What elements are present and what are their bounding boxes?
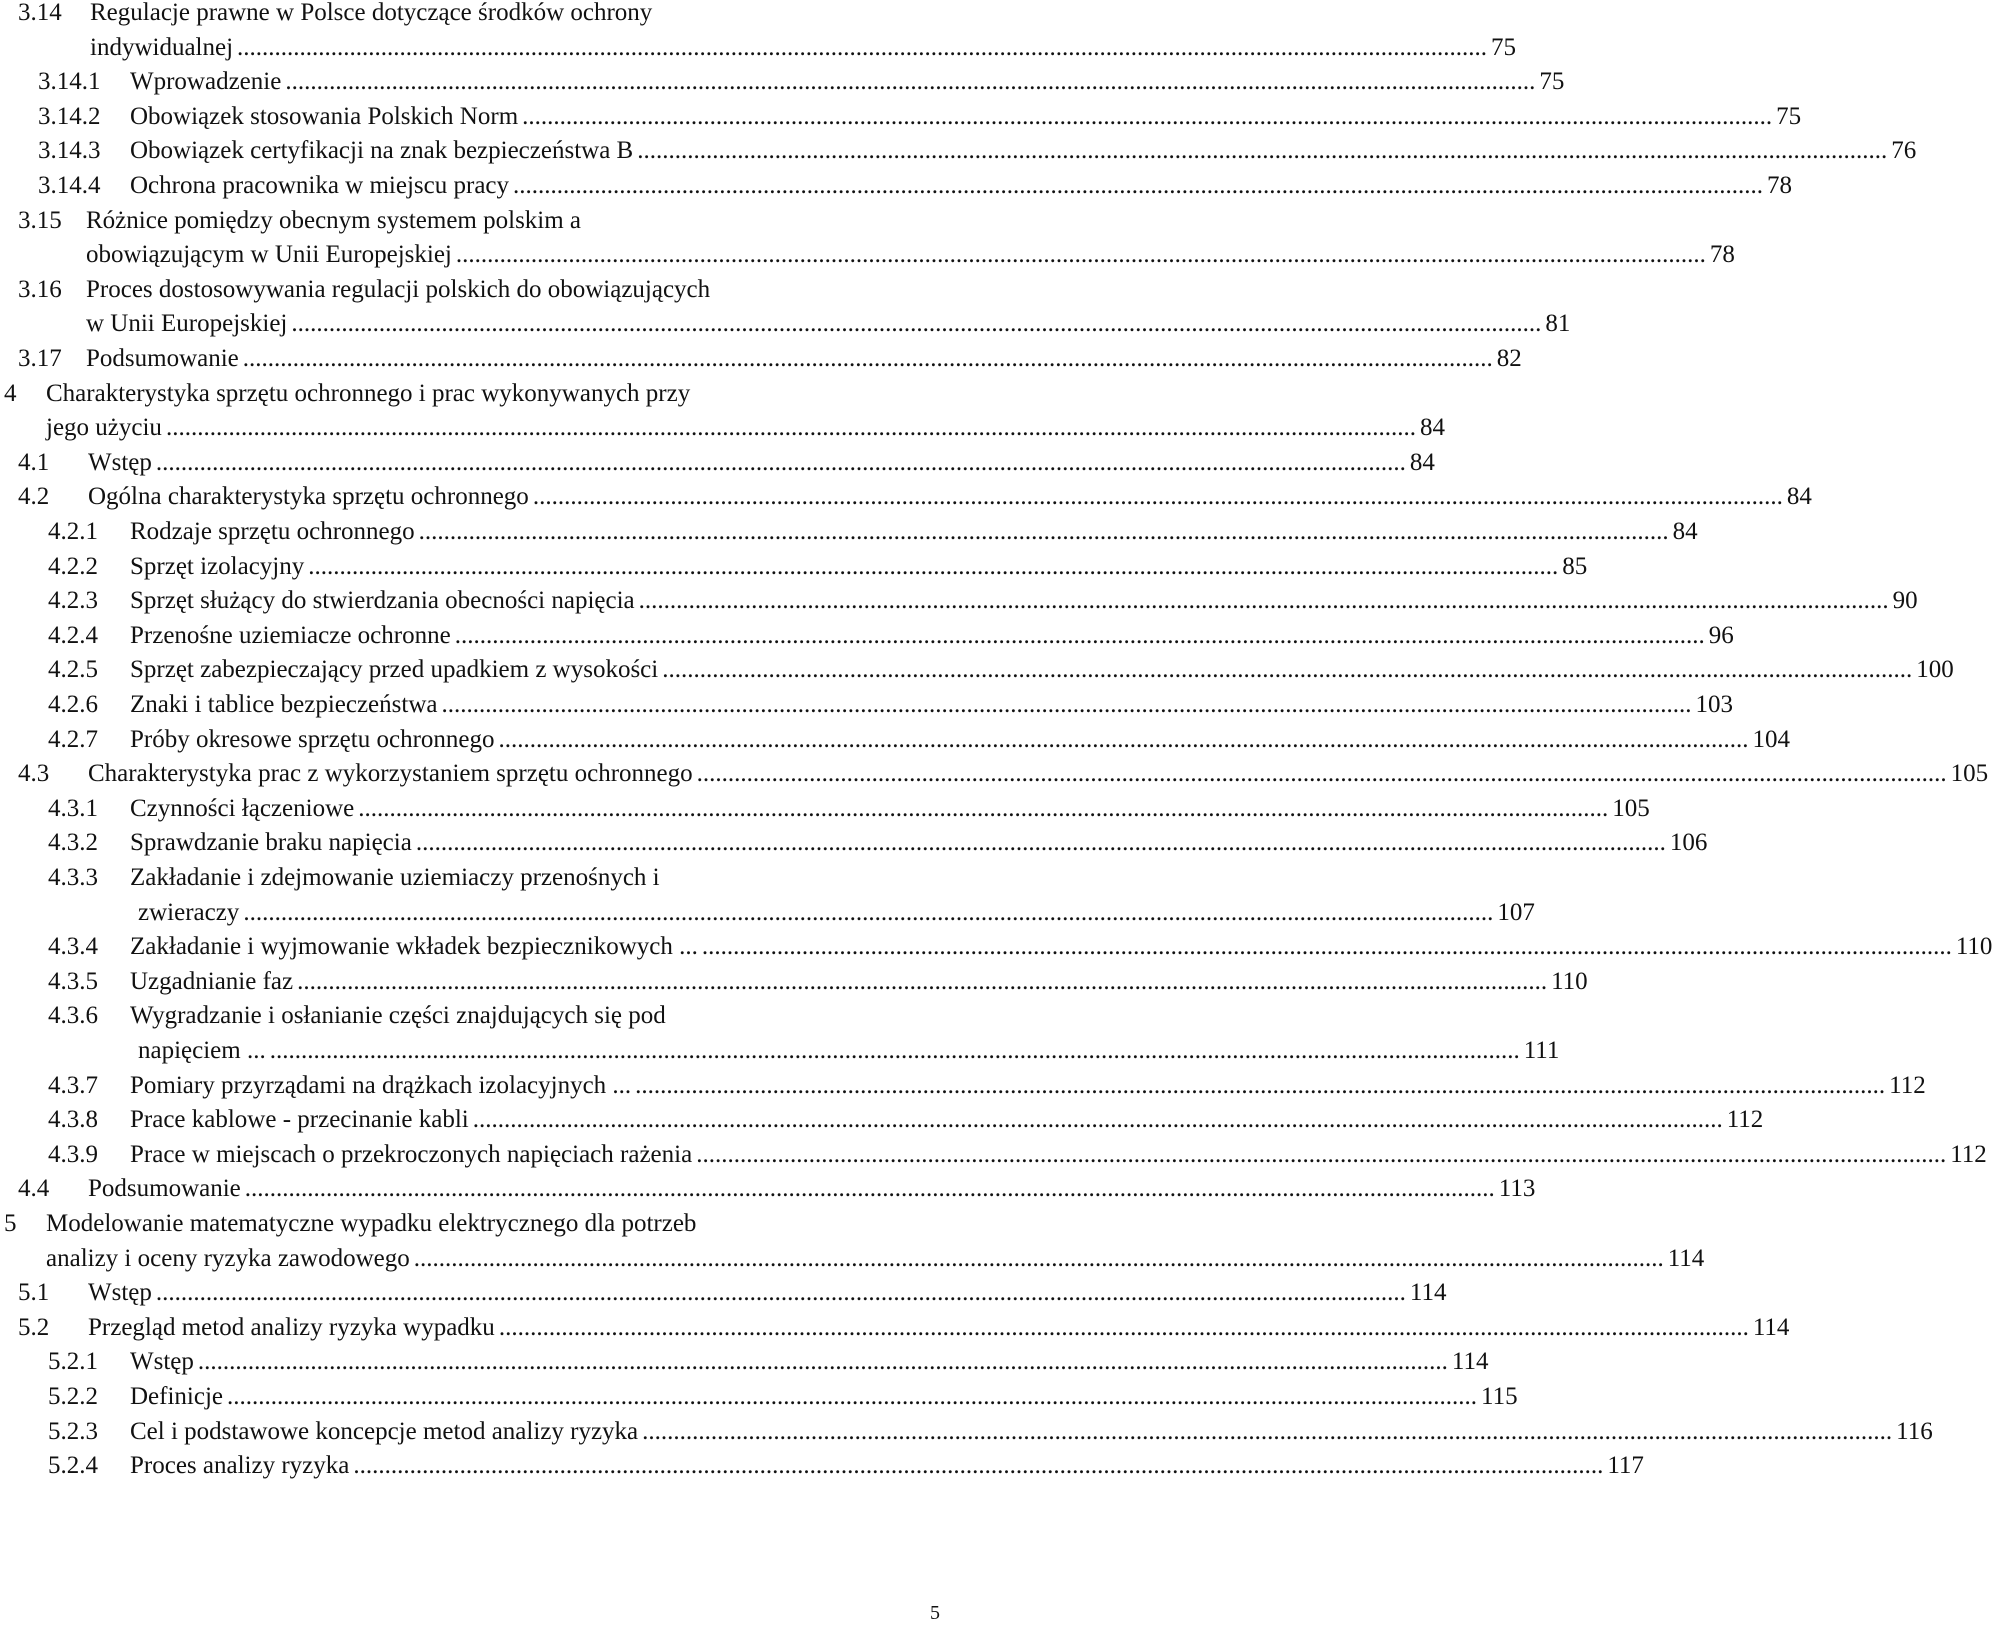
dot-leader: ........................................................................................................................................................................................................ <box>513 172 1764 199</box>
toc-entry-number: 4.3.9 <box>48 1140 98 1168</box>
toc-entry-number: 5.2.3 <box>48 1417 98 1445</box>
toc-entry-page: 78 <box>1767 172 1793 199</box>
toc-entry-number: 4.3.2 <box>48 829 98 857</box>
toc-entry-title: Różnice pomiędzy obecnym systemem polskim a <box>86 206 582 234</box>
dot-leader: ........................................................................................................................................................................................................ <box>413 1244 1664 1272</box>
toc-entry-number: 4.3.1 <box>48 794 98 822</box>
dot-leader: ........................................................................................................................................................................................................ <box>269 1037 1520 1064</box>
toc-entry-number: 4.2.7 <box>48 725 98 753</box>
toc-entry-page: 90 <box>1892 587 1918 615</box>
toc-entry-number: 4.4 <box>18 1175 50 1203</box>
toc-entry-number: 5.2.2 <box>48 1383 98 1410</box>
toc-entry-title: Proces analizy ryzyka <box>130 1452 350 1480</box>
toc-entry-page: 84 <box>1672 518 1698 545</box>
toc-entry-number: 4.1 <box>18 448 50 476</box>
toc-entry-page: 114 <box>1667 1244 1705 1272</box>
toc-entry-number: 3.14.3 <box>38 137 101 165</box>
toc-entry-page: 114 <box>1752 1313 1790 1341</box>
toc-entry-page: 100 <box>1916 656 1954 684</box>
toc-entry-title-continued: w Unii Europejskiej <box>86 310 288 338</box>
toc-entry-page: 75 <box>1776 102 1802 130</box>
dot-leader: ........................................................................................................................................................................................................ <box>522 102 1773 130</box>
dot-leader: ........................................................................................................................................................................................................ <box>237 33 1488 61</box>
dot-leader: ........................................................................................................................................................................................................ <box>662 656 1913 684</box>
toc-entry-title: Czynności łączeniowe <box>130 794 355 822</box>
toc-entry-number: 3.14.1 <box>38 68 101 96</box>
toc-entry-page: 75 <box>1539 68 1565 96</box>
toc-entry-title: Podsumowanie <box>86 345 239 372</box>
toc-entry-page: 105 <box>1950 760 1989 788</box>
toc-entry-title: Wstęp <box>88 448 152 476</box>
toc-entry-title: Sprawdzanie braku napięcia <box>130 829 412 857</box>
toc-entry-page: 114 <box>1409 1279 1447 1307</box>
dot-leader: ........................................................................................................................................................................................................ <box>635 1071 1886 1099</box>
toc-entry-number: 4.3.4 <box>48 933 98 961</box>
toc-entry-page: 103 <box>1695 691 1733 718</box>
toc-entry-title: Rodzaje sprzętu ochronnego <box>130 518 415 545</box>
toc-entry-title: Pomiary przyrządami na drążkach izolacyjnych ... <box>130 1071 632 1099</box>
toc-entry-page: 116 <box>1896 1417 1933 1445</box>
toc-entry-number: 5.2.4 <box>48 1452 98 1480</box>
toc-entry-title: Cel i podstawowe koncepcje metod analizy ryzyka <box>130 1417 639 1445</box>
toc-entry-number: 4.3.3 <box>48 864 98 891</box>
toc-entry-title: Wstęp <box>130 1348 194 1376</box>
toc-entry-number: 3.14 <box>18 0 62 26</box>
toc-entry-title: Proces dostosowywania regulacji polskich do obowiązujących <box>86 275 711 303</box>
toc-entry-title: Prace w miejscach o przekroczonych napięciach rażenia <box>130 1140 693 1168</box>
toc-entry-number: 4.3.6 <box>48 1002 98 1030</box>
toc-entry-title: Znaki i tablice bezpieczeństwa <box>130 691 438 718</box>
toc-entry-page: 111 <box>1523 1037 1560 1064</box>
toc-entry-page: 105 <box>1612 794 1650 822</box>
toc-entry-page: 112 <box>1889 1071 1926 1099</box>
toc-entry-title: Podsumowanie <box>88 1175 241 1203</box>
dot-leader: ........................................................................................................................................................................................................ <box>454 621 1705 649</box>
toc-entry-page: 78 <box>1709 241 1735 269</box>
dot-leader: ........................................................................................................................................................................................................ <box>532 483 1783 511</box>
toc-entry-number: 4.2.3 <box>48 587 98 615</box>
toc-entry-number: 5.2.1 <box>48 1348 98 1376</box>
toc-entry-title: Zakładanie i wyjmowanie wkładek bezpiecznikowych ... <box>130 933 698 961</box>
toc-entry-number: 4.3.8 <box>48 1106 98 1134</box>
toc-entry-title: Modelowanie matematyczne wypadku elektrycznego dla potrzeb <box>46 1210 697 1237</box>
toc-entry-number: 5.1 <box>18 1279 50 1307</box>
dot-leader: ........................................................................................................................................................................................................ <box>197 1348 1448 1376</box>
dot-leader: ........................................................................................................................................................................................................ <box>701 933 1952 961</box>
toc-entry-number: 4.2.1 <box>48 518 98 545</box>
toc-entry-page: 106 <box>1669 829 1708 857</box>
toc-entry-page: 117 <box>1607 1452 1644 1480</box>
toc-entry-page: 110 <box>1955 933 1992 961</box>
toc-entry-title: Wygradzanie i osłanianie części znajdujących się pod <box>130 1002 666 1030</box>
dot-leader: ........................................................................................................................................................................................................ <box>285 68 1536 96</box>
dot-leader: ........................................................................................................................................................................................................ <box>637 137 1888 165</box>
toc-entry-page: 85 <box>1562 552 1588 580</box>
toc-entry-page: 84 <box>1419 414 1445 442</box>
toc-entry-title: Przegląd metod analizy ryzyka wypadku <box>88 1313 495 1341</box>
dot-leader: ........................................................................................................................................................................................................ <box>498 1313 1749 1341</box>
dot-leader: ........................................................................................................................................................................................................ <box>244 1175 1495 1203</box>
toc-entry-title-continued: analizy i oceny ryzyka zawodowego <box>46 1244 410 1272</box>
dot-leader: ........................................................................................................................................................................................................ <box>308 552 1559 580</box>
dot-leader: ........................................................................................................................................................................................................ <box>243 898 1494 926</box>
dot-leader: ........................................................................................................................................................................................................ <box>165 414 1416 442</box>
toc-entry-number: 5 <box>4 1210 17 1237</box>
toc-entry-title: Definicje <box>130 1383 224 1410</box>
dot-leader: ........................................................................................................................................................................................................ <box>358 794 1609 822</box>
toc-entry-number: 4.2.2 <box>48 552 98 580</box>
toc-entry-number: 4.3.5 <box>48 967 98 995</box>
dot-leader: ........................................................................................................................................................................................................ <box>696 1140 1947 1168</box>
toc-entry-title: Obowiązek stosowania Polskich Norm <box>130 102 519 130</box>
toc-entry-number: 4 <box>4 379 17 407</box>
toc-entry-number: 5.2 <box>18 1313 50 1341</box>
dot-leader: ........................................................................................................................................................................................................ <box>441 691 1692 718</box>
dot-leader: ........................................................................................................................................................................................................ <box>415 829 1666 857</box>
toc-entry-title: Sprzęt służący do stwierdzania obecności napięcia <box>130 587 635 615</box>
toc-entry-number: 4.2 <box>18 483 50 511</box>
toc-entry-page: 112 <box>1950 1140 1987 1168</box>
toc-entry-page: 110 <box>1551 967 1588 995</box>
toc-entry-number: 4.2.6 <box>48 691 98 718</box>
toc-entry-page: 84 <box>1409 448 1435 476</box>
toc-entry-title: Wstęp <box>88 1279 152 1307</box>
toc-entry-number: 3.14.4 <box>38 172 101 199</box>
dot-leader: ........................................................................................................................................................................................................ <box>472 1106 1723 1134</box>
toc-entry-number: 3.14.2 <box>38 102 101 130</box>
toc-entry-page: 113 <box>1498 1175 1536 1203</box>
toc-entry-title: Wprowadzenie <box>130 68 282 96</box>
toc-entry-title: Zakładanie i zdejmowanie uziemiaczy przenośnych i <box>130 864 660 891</box>
toc-entry-title: Regulacje prawne w Polsce dotyczące środków ochrony <box>90 0 653 26</box>
toc-entry-number: 3.17 <box>18 345 62 372</box>
toc-entry-title: Ogólna charakterystyka sprzętu ochronnego <box>88 483 529 511</box>
toc-entry-page: 96 <box>1708 621 1734 649</box>
toc-entry-title-continued: napięciem ... <box>138 1037 266 1064</box>
dot-leader: ........................................................................................................................................................................................................ <box>242 345 1493 372</box>
page-number: 5 <box>930 1602 940 1624</box>
dot-leader: ........................................................................................................................................................................................................ <box>498 725 1749 753</box>
toc-entry-page: 75 <box>1491 33 1517 61</box>
toc-entry-title-continued: indywidualnej <box>90 33 234 61</box>
toc-entry-title-continued: obowiązującym w Unii Europejskiej <box>86 241 452 269</box>
toc-entry-page: 82 <box>1496 345 1522 372</box>
toc-entry-title: Charakterystyka sprzętu ochronnego i prac wykonywanych przy <box>46 379 691 407</box>
toc-entry-page: 114 <box>1451 1348 1489 1376</box>
toc-entry-title: Prace kablowe - przecinanie kabli <box>130 1106 469 1134</box>
toc-entry-number: 3.15 <box>18 206 62 234</box>
toc-entry-title: Uzgadnianie faz <box>130 967 294 995</box>
toc-entry-page: 107 <box>1497 898 1535 926</box>
toc-entry-page: 81 <box>1545 310 1571 338</box>
dot-leader: ........................................................................................................................................................................................................ <box>696 760 1947 788</box>
toc-entry-title: Próby okresowe sprzętu ochronnego <box>130 725 495 753</box>
dot-leader: ........................................................................................................................................................................................................ <box>155 1279 1406 1307</box>
toc-entry-title: Przenośne uziemiacze ochronne <box>130 621 451 649</box>
toc-entry-page: 84 <box>1786 483 1812 511</box>
dot-leader: ........................................................................................................................................................................................................ <box>155 448 1406 476</box>
dot-leader: ........................................................................................................................................................................................................ <box>297 967 1548 995</box>
dot-leader: ........................................................................................................................................................................................................ <box>642 1417 1893 1445</box>
toc-entry-number: 3.16 <box>18 275 62 303</box>
toc-entry-number: 4.2.5 <box>48 656 98 684</box>
toc-entry-title: Charakterystyka prac z wykorzystaniem sprzętu ochronnego <box>88 760 693 788</box>
toc-entry-page: 115 <box>1481 1383 1518 1410</box>
toc-entry-title: Ochrona pracownika w miejscu pracy <box>130 172 510 199</box>
dot-leader: ........................................................................................................................................................................................................ <box>638 587 1889 615</box>
dot-leader: ........................................................................................................................................................................................................ <box>455 241 1706 269</box>
dot-leader: ........................................................................................................................................................................................................ <box>418 518 1669 545</box>
toc-entry-title: Sprzęt zabezpieczający przed upadkiem z wysokości <box>130 656 659 684</box>
toc-entry-page: 104 <box>1752 725 1790 753</box>
toc-entry-title: Sprzęt izolacyjny <box>130 552 305 580</box>
dot-leader: ........................................................................................................................................................................................................ <box>291 310 1542 338</box>
toc-entry-title-continued: zwieraczy <box>138 898 240 926</box>
toc-entry-page: 76 <box>1891 137 1917 165</box>
toc-entry-number: 4.3 <box>18 760 50 788</box>
toc-entry-title-continued: jego użyciu <box>46 414 162 442</box>
toc-entry-number: 4.2.4 <box>48 621 98 649</box>
toc-entry-title: Obowiązek certyfikacji na znak bezpieczeństwa B <box>130 137 634 165</box>
toc-entry-page: 112 <box>1726 1106 1764 1134</box>
dot-leader: ........................................................................................................................................................................................................ <box>353 1452 1604 1480</box>
toc-entry-number: 4.3.7 <box>48 1071 98 1099</box>
dot-leader: ........................................................................................................................................................................................................ <box>227 1383 1478 1410</box>
